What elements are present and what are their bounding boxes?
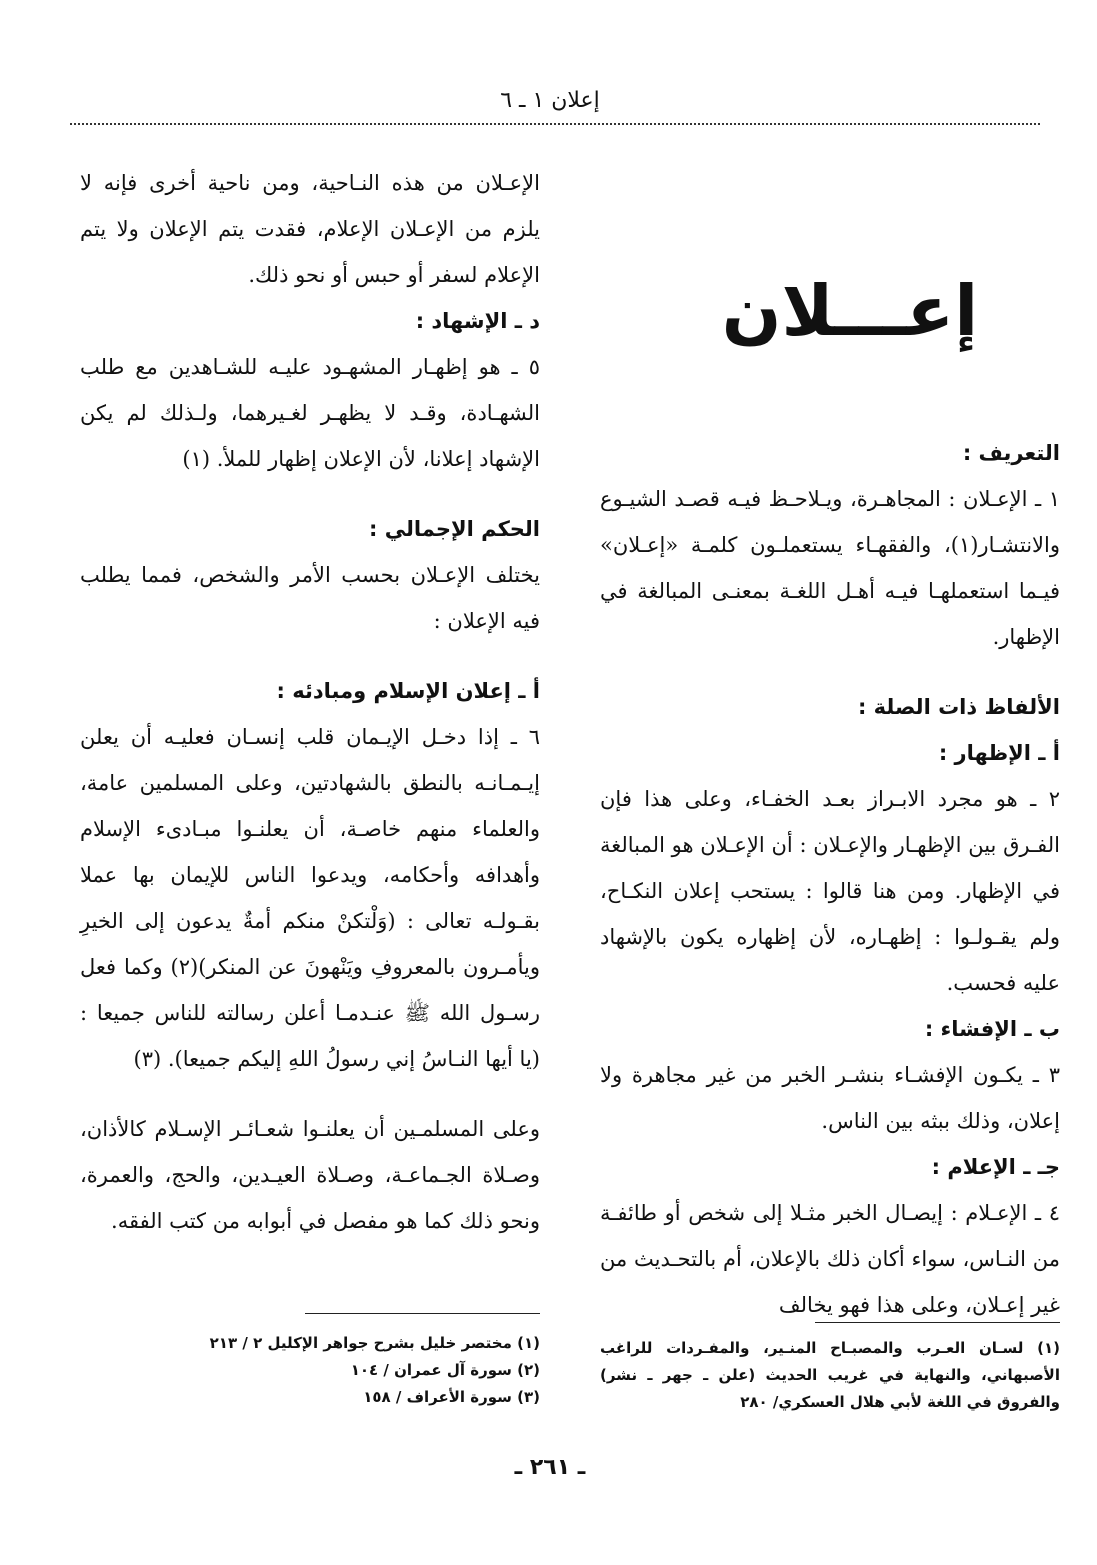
paragraph-4: ٤ ـ الإعـلام : إيصـال الخبر مثـلا إلى شخص أو طائفـة من النـاس، سواء أكان ذلك بالإعلان، أم بالتحـديث من غير إعـلان، وعلى هذا فهو يخالف [600,1201,1060,1317]
ruling-heading: الحكم الإجمالي : [369,517,540,541]
paragraph-6: ٦ ـ إذا دخـل الإيـمان قلب إنسـان فعليـه أن يعلن إيـمـانـه بالنطق بالشهادتين، وعلى المسلمين عامة، والعلماء منهم خاصـة، أن يعلنـوا مبـادىء الإسلام وأهدافه وأحكامه، ويدعوا الناس للإيمان بها عملا بقـولـه تعالى : (وَلْتكنْ منكم أمةٌ يدعون إلى الخيرِ ويأمـرون بالمعروفِ ويَنْهونَ عن المنكر)(٢) وكما فعل رسـول الله ﷺ عنـدمـا أعلن رسالته للناس جميعا : (يا أيها النـاسُ إني رسولُ اللهِ إليكم جميعا). (٣) [80,725,540,1071]
subheading-d: د ـ الإشهاد : [415,309,540,333]
subheading-c: جـ ـ الإعلام : [931,1155,1060,1179]
footnotes-right [600,1335,1060,1416]
subheading-a: أ ـ الإظهار : [938,741,1060,765]
ruling-paragraph: يختلف الإعـلان بحسب الأمر والشخص، فمما يطلب فيه الإعلان : [80,563,540,633]
islam-heading: أ ـ إعلان الإسلام ومبادئه : [276,679,540,703]
footnotes-left [180,1330,540,1411]
paragraph-5: ٥ ـ هو إظهـار المشهـود عليـه للشـاهدين مع طلب الشهـادة، وقـد لا يظهـر لغـيرهما، ولـذلك لم يكن الإشهاد إعلانا، لأن الإعلان إظهار للملأ. (١) [80,355,540,471]
paragraph-2: ٢ ـ هو مجرد الابـراز بعـد الخفـاء، وعلى هذا فإن الفـرق بين الإظهـار والإعـلان : أن الإعـلان هو المبالغة في الإظهار. ومن هنا قالوا : يستحب إعلان النكـاح، ولم يقـولـوا : إظهـاره، لأن إظهاره يكون بالإشهاد عليه فحسب. [600,787,1060,995]
subheading-b: ب ـ الإفشاء : [924,1017,1060,1041]
footnote: (١) مختصر خليل بشرح جواهر الإكليل ٢ / ٢١٣ [209,1334,540,1352]
related-terms-heading: الألفاظ ذات الصلة : [857,695,1060,719]
article-title: إعـــلان [721,270,979,352]
paragraph-3: ٣ ـ يكـون الإفشـاء بنشـر الخبر من غير مجاهرة ولا إعلان، وذلك ببثه بين الناس. [600,1063,1060,1133]
paragraph-4-continued: الإعـلان من هذه النـاحية، ومن ناحية أخرى فإنه لا يلزم من الإعـلان الإعلام، فقدت يتم الإعلان ولا يتم الإعلام لسفر أو حبس أو نحو ذلك. [80,171,540,287]
paragraph-7: وعلى المسلمـين أن يعلنـوا شعـائـر الإسـلام كالأذان، وصـلاة الجـماعـة، وصـلاة العيـدين، والحج، والعمرة، ونحو ذلك كما هو مفصل في أبوابه من كتب الفقه. [80,1117,540,1233]
page-number: ـ ٢٦١ ـ [514,1455,586,1480]
left-column [80,160,540,1244]
footnote: (١) لسـان العـرب والمصبـاح المنـير، والمفـردات للراغب الأصبهاني، والنهاية في غريب الحديث (علن ـ جهر ـ نشر) والفروق في اللغة لأبي هلال العسكري/ ٢٨٠ [600,1339,1060,1411]
header-divider [70,123,1040,125]
footnote: (٢) سورة آل عمران / ١٠٤ [350,1361,540,1379]
definition-heading: التعريف : [962,441,1060,465]
right-column [600,430,1060,1328]
footnote-divider-right [815,1322,1060,1323]
running-header: إعلان ١ ـ ٦ [500,88,600,113]
footnote: (٣) سورة الأعراف / ١٥٨ [363,1388,540,1406]
footnote-divider-left [305,1313,540,1314]
paragraph-1: ١ ـ الإعـلان : المجاهـرة، ويـلاحـظ فيـه قصـد الشيـوع والانتشـار(١)، والفقهـاء يستعملـون كلمـة «إعـلان» فيـما استعملهـا فيـه أهـل اللغـة بمعنـى المبالغة في الإظهار. [600,487,1060,649]
